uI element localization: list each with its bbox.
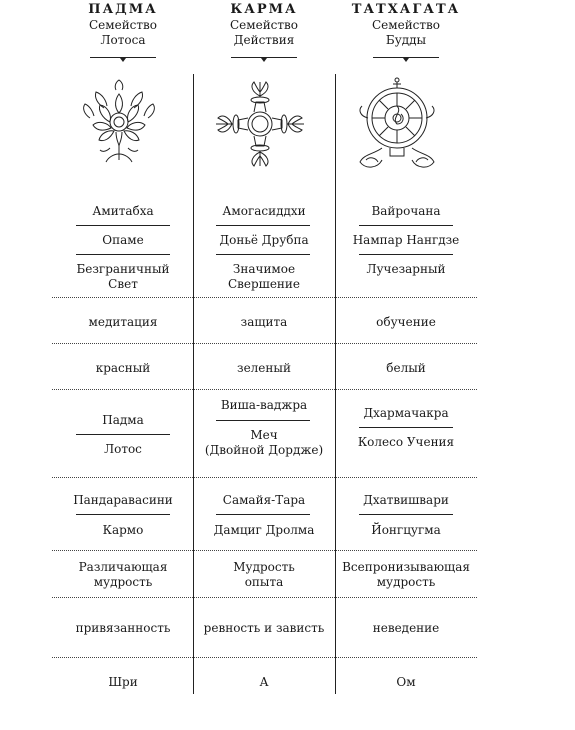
color: красный <box>95 361 151 375</box>
color: зеленый <box>237 361 291 375</box>
column-header-padma <box>53 2 193 48</box>
column-header-tathagata <box>336 2 476 48</box>
activity: защита <box>240 315 288 329</box>
buddha-meaning: Значимое Свершение <box>227 262 301 291</box>
wisdom: Мудрость опыта <box>233 560 295 589</box>
buddha-name: Вайрочана <box>371 204 441 218</box>
consort-name: Пандаравасини <box>73 493 173 507</box>
lotus-icon <box>80 78 158 168</box>
buddha-name: Амитабха <box>92 204 154 218</box>
name-divider <box>216 514 310 515</box>
column-divider <box>193 74 194 694</box>
consort-tibetan-name: Йонгцугма <box>371 523 441 537</box>
seed-syllable: А <box>259 675 269 689</box>
column-divider <box>335 74 336 694</box>
poison: привязанность <box>75 621 171 635</box>
name-divider <box>359 225 453 226</box>
name-divider <box>359 427 453 428</box>
name-divider <box>76 514 170 515</box>
buddha-name: Амогасиддхи <box>222 204 306 218</box>
consort-name: Дхатвишвари <box>363 493 449 507</box>
name-divider <box>359 514 453 515</box>
row-separator <box>52 550 477 551</box>
symbol-sanskrit: Падма <box>102 413 144 427</box>
activity: обучение <box>376 315 436 329</box>
family-subtitle: Семейство Действия <box>229 18 299 47</box>
symbol-sanskrit: Виша-ваджра <box>220 398 308 412</box>
name-divider <box>216 254 310 255</box>
poison: ревность и зависть <box>203 621 325 635</box>
wisdom: Всепронизывающая мудрость <box>342 560 470 589</box>
row-separator <box>52 343 477 344</box>
name-divider <box>76 225 170 226</box>
seed-syllable: Ом <box>396 675 416 689</box>
column-header-karma <box>194 2 334 48</box>
activity: медитация <box>88 315 158 329</box>
buddha-tibetan-name: Нампар Нангдзе <box>352 233 460 247</box>
color: белый <box>386 361 426 375</box>
header-pointer <box>120 58 126 62</box>
family-name: ТАТХАГАТА <box>351 2 461 17</box>
poison: неведение <box>372 621 440 635</box>
seed-syllable: Шри <box>108 675 138 689</box>
name-divider <box>216 225 310 226</box>
row-separator <box>52 657 477 658</box>
buddha-tibetan-name: Опаме <box>102 233 144 247</box>
family-subtitle: Семейство Будды <box>371 18 441 47</box>
wisdom: Различающая мудрость <box>78 560 168 589</box>
symbol-translation: Меч (Двойной Дордже) <box>204 428 324 457</box>
name-divider <box>76 434 170 435</box>
row-separator <box>52 597 477 598</box>
consort-name: Самайя-Тара <box>222 493 306 507</box>
consort-tibetan-name: Дамциг Дролма <box>213 523 315 537</box>
header-pointer <box>403 58 409 62</box>
row-separator <box>52 477 477 478</box>
family-name: КАРМА <box>230 2 298 17</box>
symbol-translation: Колесо Учения <box>357 435 455 449</box>
symbol-sanskrit: Дхармачакра <box>363 406 449 420</box>
buddha-tibetan-name: Доньё Друбпа <box>219 233 309 247</box>
family-subtitle: Семейство Лотоса <box>88 18 158 47</box>
consort-tibetan-name: Кармо <box>102 523 144 537</box>
name-divider <box>216 420 310 421</box>
name-divider <box>76 254 170 255</box>
dharma-wheel-icon <box>352 76 442 176</box>
header-pointer <box>261 58 267 62</box>
buddha-meaning: Лучезарный <box>366 262 446 276</box>
family-name: ПАДМА <box>88 2 158 17</box>
row-separator <box>52 389 477 390</box>
buddha-meaning: Безграничный Свет <box>76 262 170 291</box>
double-vajra-icon <box>212 78 308 170</box>
name-divider <box>359 254 453 255</box>
row-separator <box>52 297 477 298</box>
symbol-translation: Лотос <box>104 442 142 456</box>
